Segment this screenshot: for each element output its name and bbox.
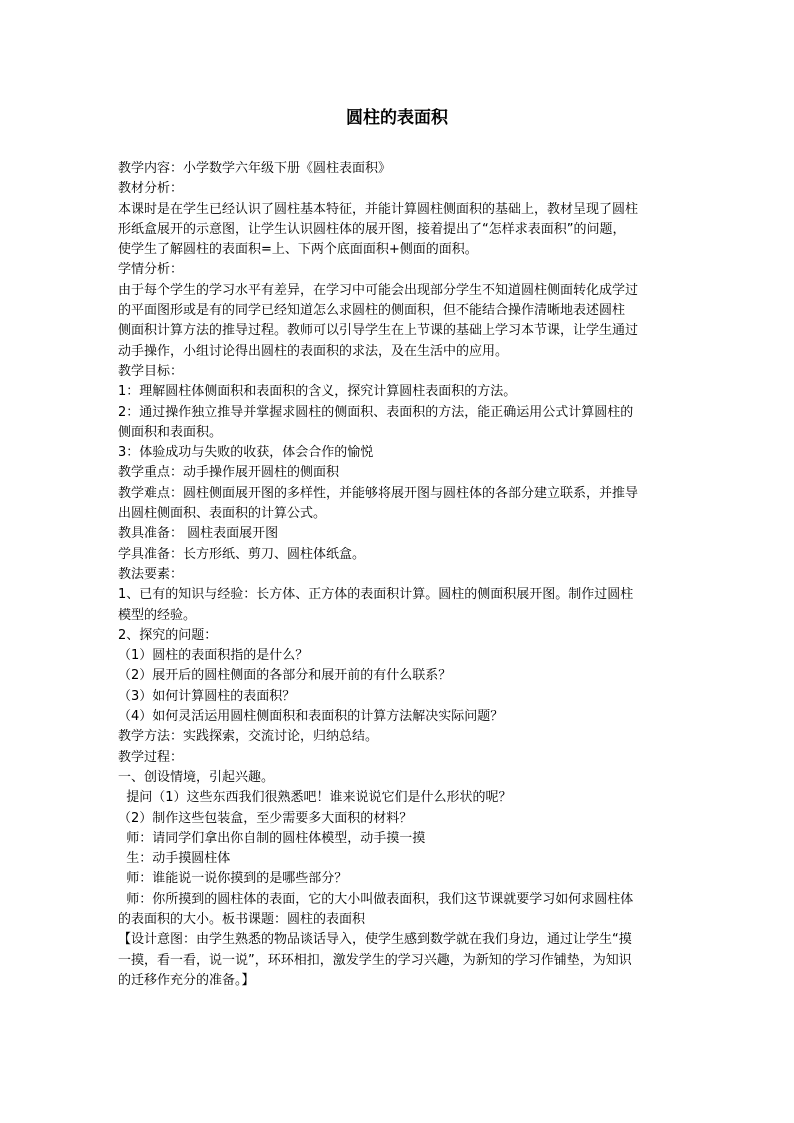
text-line: 的平面图形或是有的同学已经知道怎么求圆柱的侧面积，但不能结合操作清晰地表述圆柱	[118, 303, 626, 319]
page-title: 圆柱的表面积	[346, 108, 448, 128]
text-line: 本课时是在学生已经认识了圆柱基本特征，并能计算圆柱侧面积的基础上，教材呈现了圆柱	[118, 201, 639, 217]
text-line: 一摸，看一看，说一说”，环环相扣，激发学生的学习兴趣，为新知的学习作铺垫，为知识	[118, 952, 632, 968]
text-line: 教学目标：	[118, 363, 184, 379]
text-line: 教材分析：	[118, 181, 184, 197]
text-line: 教法要素：	[118, 566, 184, 582]
text-line: 一、创设情境，引起兴趣。	[118, 769, 275, 785]
text-line: 侧面积计算方法的推导过程。教师可以引导学生在上节课的基础上学习本节课，让学生通过	[118, 323, 639, 339]
text-line: 教学方法：实践探索，交流讨论，归纳总结。	[118, 729, 379, 745]
text-line: 3：体验成功与失败的收获，体会合作的愉悦	[118, 445, 374, 461]
text-line: 2：通过操作独立推导并掌握求圆柱的侧面积、表面积的方法，能正确运用公式计算圆柱的	[118, 404, 634, 420]
text-line: 教学内容：小学数学六年级下册《圆柱表面积》	[118, 161, 392, 176]
text-line: 教具准备： 圆柱表面展开图	[118, 526, 279, 542]
text-line: 由于每个学生的学习水平有差异，在学习中可能会出现部分学生不知道圆柱侧面转化成学过	[118, 282, 639, 298]
text-line: 出圆柱侧面积、表面积的计算公式。	[118, 506, 327, 522]
text-line: （1）圆柱的表面积指的是什么？	[118, 648, 309, 664]
text-line: （4）如何灵活运用圆柱侧面积和表面积的计算方法解决实际问题？	[118, 709, 504, 725]
text-line: 提问（1）这些东西我们很熟悉吧！谁来说说它们是什么形状的呢？	[118, 790, 512, 806]
text-line: 1：理解圆柱体侧面积和表面积的含义，探究计算圆柱表面积的方法。	[118, 384, 517, 400]
text-line: （3）如何计算圆柱的表面积？	[118, 688, 296, 704]
text-line: 学具准备：长方形纸、剪刀、圆柱体纸盒。	[118, 546, 366, 562]
text-line: 侧面积和表面积。	[118, 424, 223, 440]
text-line: （2）制作这些包装盒，至少需要多大面积的材料？	[118, 810, 413, 826]
text-line: 生：动手摸圆柱体	[118, 851, 231, 867]
text-line: 1、已有的知识与经验：长方体、正方体的表面积计算。圆柱的侧面积展开图。制作过圆柱	[118, 587, 634, 603]
text-line: 师：请同学们拿出你自制的圆柱体模型，动手摸一摸	[118, 830, 426, 846]
text-line: 使学生了解圆柱的表面积=上、下两个底面面积+侧面的面积。	[118, 242, 478, 258]
text-line: 动手操作，小组讨论得出圆柱的表面积的求法，及在生活中的应用。	[118, 343, 509, 359]
text-line: 模型的经验。	[118, 607, 197, 623]
text-line: 教学过程：	[118, 749, 184, 765]
text-line: （2）展开后的圆柱侧面的各部分和展开前的有什么联系？	[118, 668, 452, 684]
text-line: 2、探究的问题：	[118, 627, 218, 643]
text-line: 形纸盒展开的示意图，让学生认识圆柱体的展开图，接着提出了“怎样求表面积”的问题，	[118, 221, 626, 237]
text-line: 师：你所摸到的圆柱体的表面，它的大小叫做表面积，我们这节课就要学习如何求圆柱体	[118, 891, 634, 907]
text-line: 的迁移作充分的准备。】	[118, 972, 255, 988]
text-line: 师：谁能说一说你摸到的是哪些部分？	[118, 871, 348, 887]
text-line: 学情分析：	[118, 262, 184, 278]
text-line: 教学难点：圆柱侧面展开图的多样性，并能够将展开图与圆柱体的各部分建立联系，并推导	[118, 485, 639, 501]
text-line: 的表面积的大小。板书课题：圆柱的表面积	[118, 911, 366, 927]
text-line: 教学重点：动手操作展开圆柱的侧面积	[118, 465, 340, 481]
text-line: 【设计意图：由学生熟悉的物品谈话导入，使学生感到数学就在我们身边，通过让学生“摸	[118, 932, 632, 948]
document-body	[118, 159, 688, 991]
